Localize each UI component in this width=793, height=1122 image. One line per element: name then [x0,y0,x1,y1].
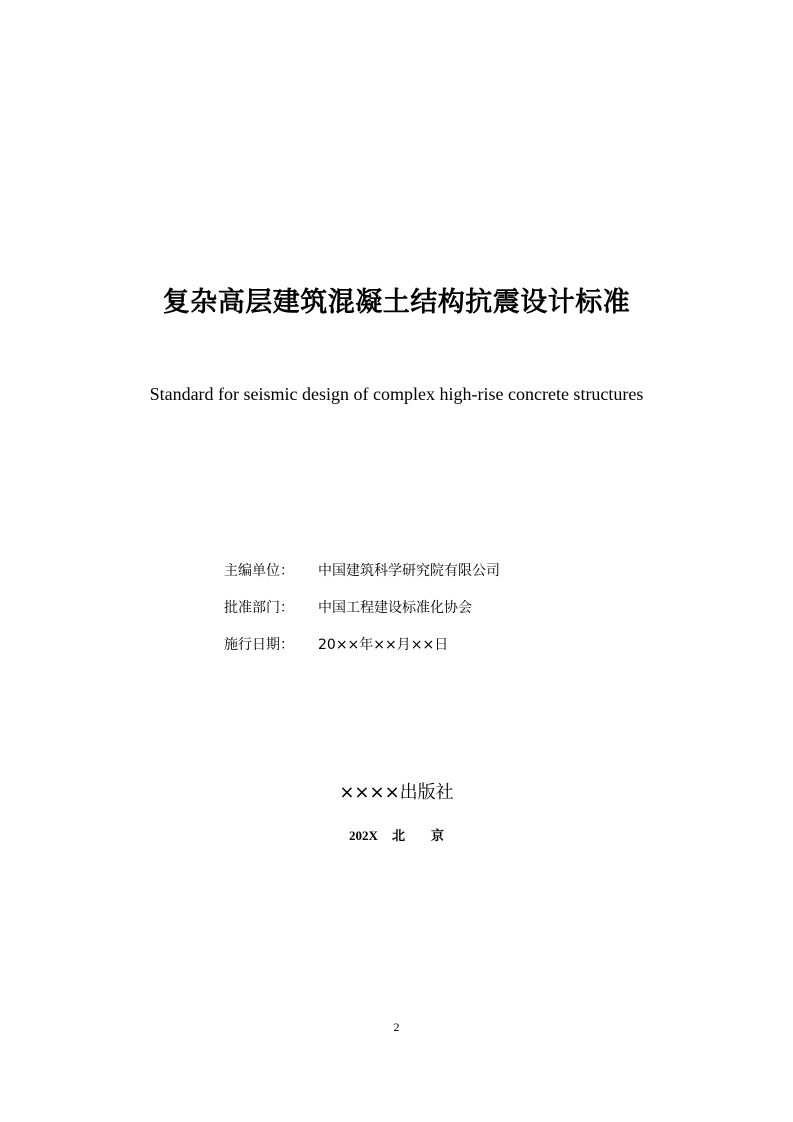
publication-year: 202X [349,828,378,843]
publication-place-year [0,825,793,848]
publication-city: 北 京 [391,829,444,844]
info-value-editor: 中国建筑科学研究院有限公司 [318,563,500,579]
info-row-approver [224,595,624,632]
document-info-block [224,558,624,669]
publisher-name: ××××出版社 [339,782,454,803]
info-label-effective-date: 施行日期： [224,637,294,653]
info-row-effective-date [224,632,624,669]
page-number: 2 [393,1020,400,1034]
info-value-approver: 中国工程建设标准化协会 [318,600,472,616]
info-label-editor: 主编单位： [224,563,294,579]
document-title-english: Standard for seismic design of complex high-rise concrete structures [149,384,644,404]
info-value-effective-date: 20××年××月××日 [318,637,449,653]
document-title-chinese: 复杂高层建筑混凝土结构抗震设计标准 [162,287,631,318]
info-row-editor [224,558,624,595]
info-label-approver: 批准部门： [224,600,294,616]
